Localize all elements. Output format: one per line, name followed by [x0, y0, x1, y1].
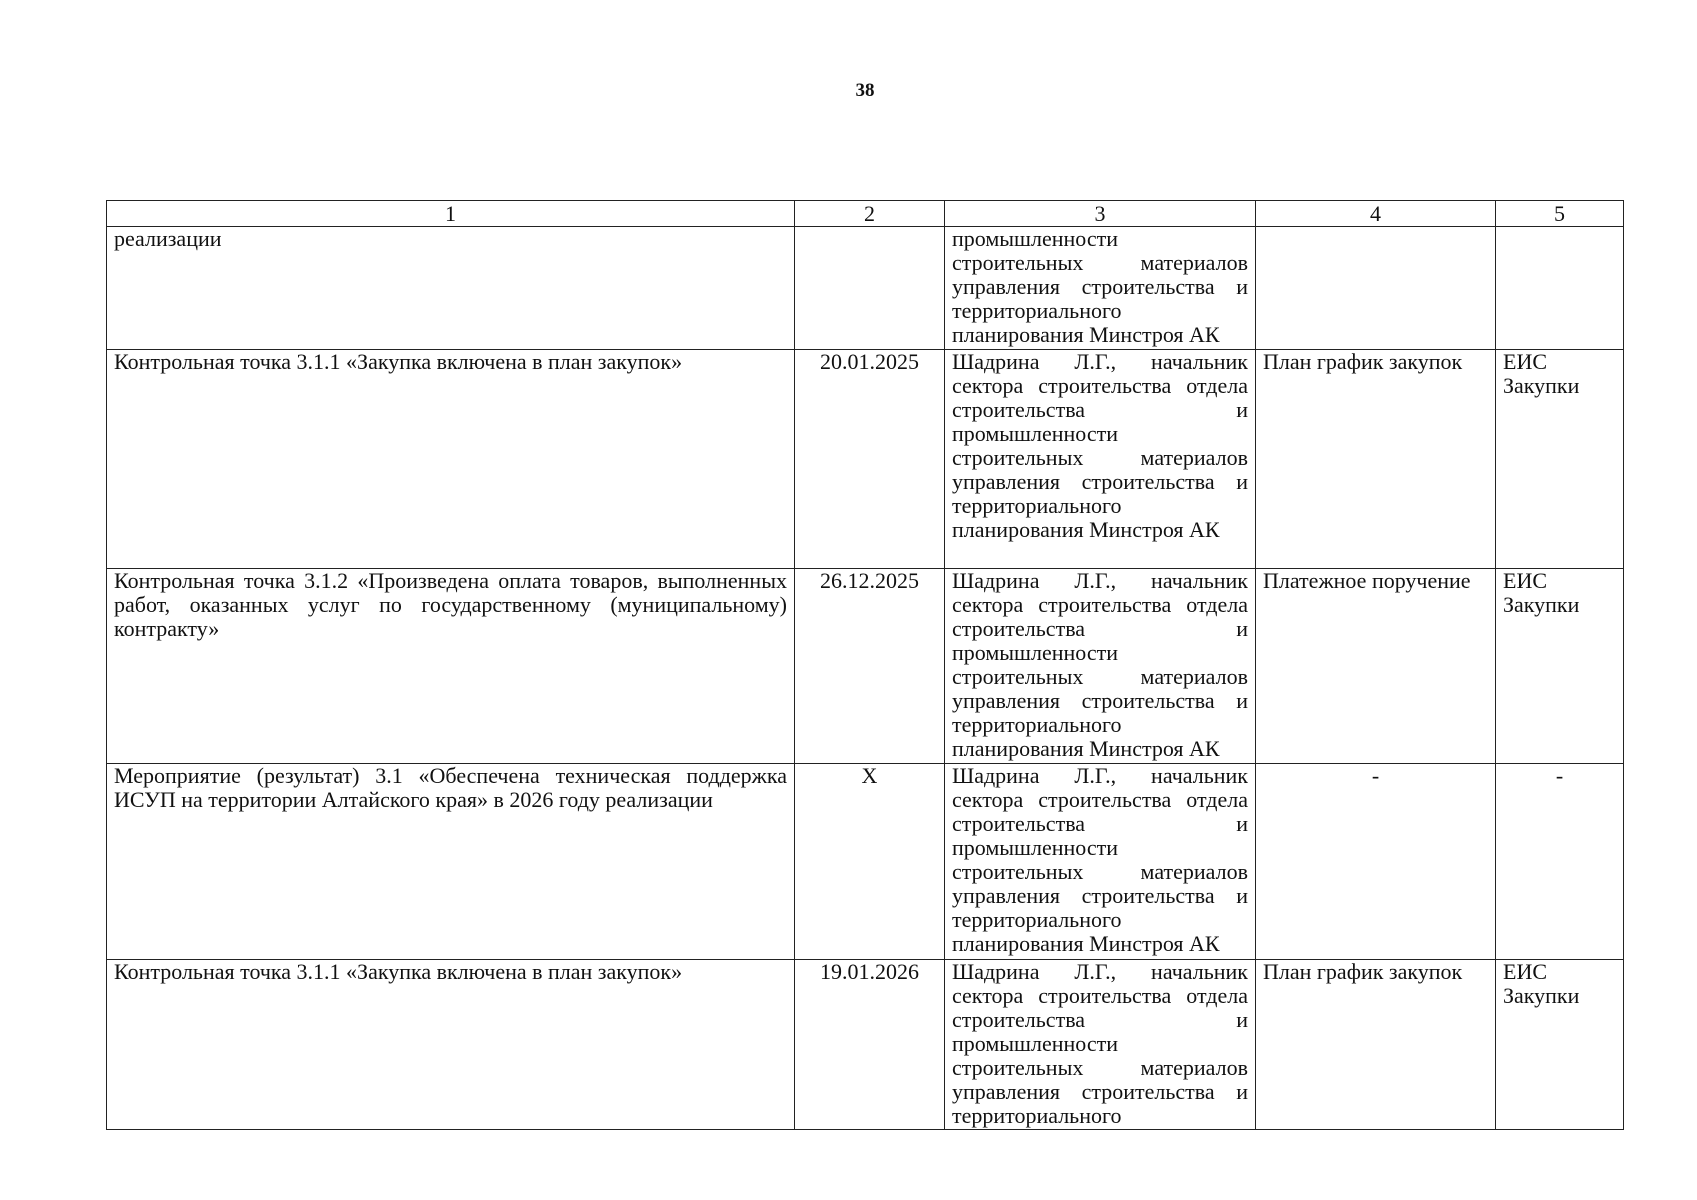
column-header-3: 3: [945, 201, 1256, 227]
event-name-cell: Контрольная точка 3.1.1 «Закупка включена в план закупок»: [107, 960, 795, 1130]
deadline-cell: [795, 227, 945, 350]
column-header-1: 1: [107, 201, 795, 227]
info-system-cell: ЕИС Закупки: [1496, 350, 1624, 569]
document-cell: Платежное поручение: [1256, 569, 1496, 764]
column-header-4: 4: [1256, 201, 1496, 227]
page-number: 38: [855, 80, 875, 101]
info-system-cell: ЕИС Закупки: [1496, 960, 1624, 1130]
responsible-cell: Шадрина Л.Г., начальник сектора строительства отдела строительства и промышленности строительных материалов управления строительства и территориального планирования Минстроя АК: [945, 764, 1256, 960]
info-system-cell: -: [1496, 764, 1624, 960]
responsible-cell: Шадрина Л.Г., начальник сектора строительства отдела строительства и промышленности строительных материалов управления строительства и территориального планирования Минстроя АК: [945, 569, 1256, 764]
table-row: [107, 960, 1624, 1130]
deadline-cell: 26.12.2025: [795, 569, 945, 764]
table-row: [107, 764, 1624, 960]
document-cell: [1256, 227, 1496, 350]
event-name-cell: Контрольная точка 3.1.1 «Закупка включена в план закупок»: [107, 350, 795, 569]
info-system-cell: ЕИС Закупки: [1496, 569, 1624, 764]
deadline-cell: 19.01.2026: [795, 960, 945, 1130]
event-name-cell: реализации: [107, 227, 795, 350]
event-name-cell: Контрольная точка 3.1.2 «Произведена оплата товаров, выполненных работ, оказанных услуг по государственному (муниципальному) контракту»: [107, 569, 795, 764]
document-cell: План график закупок: [1256, 960, 1496, 1130]
table-row: [107, 350, 1624, 569]
info-system-cell: [1496, 227, 1624, 350]
column-header-2: 2: [795, 201, 945, 227]
deadline-cell: 20.01.2025: [795, 350, 945, 569]
deadline-cell: X: [795, 764, 945, 960]
responsible-cell: Шадрина Л.Г., начальник сектора строительства отдела строительства и промышленности строительных материалов управления строительства и территориального: [945, 960, 1256, 1130]
responsibility-table: [106, 200, 1624, 1130]
responsible-cell: Шадрина Л.Г., начальник сектора строительства отдела строительства и промышленности строительных материалов управления строительства и территориального планирования Минстроя АК: [945, 350, 1256, 569]
event-name-cell: Мероприятие (результат) 3.1 «Обеспечена техническая поддержка ИСУП на территории Алтайского края» в 2026 году реализации: [107, 764, 795, 960]
responsible-cell: промышленности строительных материалов управления строительства и территориального планирования Минстроя АК: [945, 227, 1256, 350]
header-row: [107, 201, 1624, 227]
table-row: [107, 227, 1624, 350]
document-cell: План график закупок: [1256, 350, 1496, 569]
table-row: [107, 569, 1624, 764]
document-cell: -: [1256, 764, 1496, 960]
column-header-5: 5: [1496, 201, 1624, 227]
